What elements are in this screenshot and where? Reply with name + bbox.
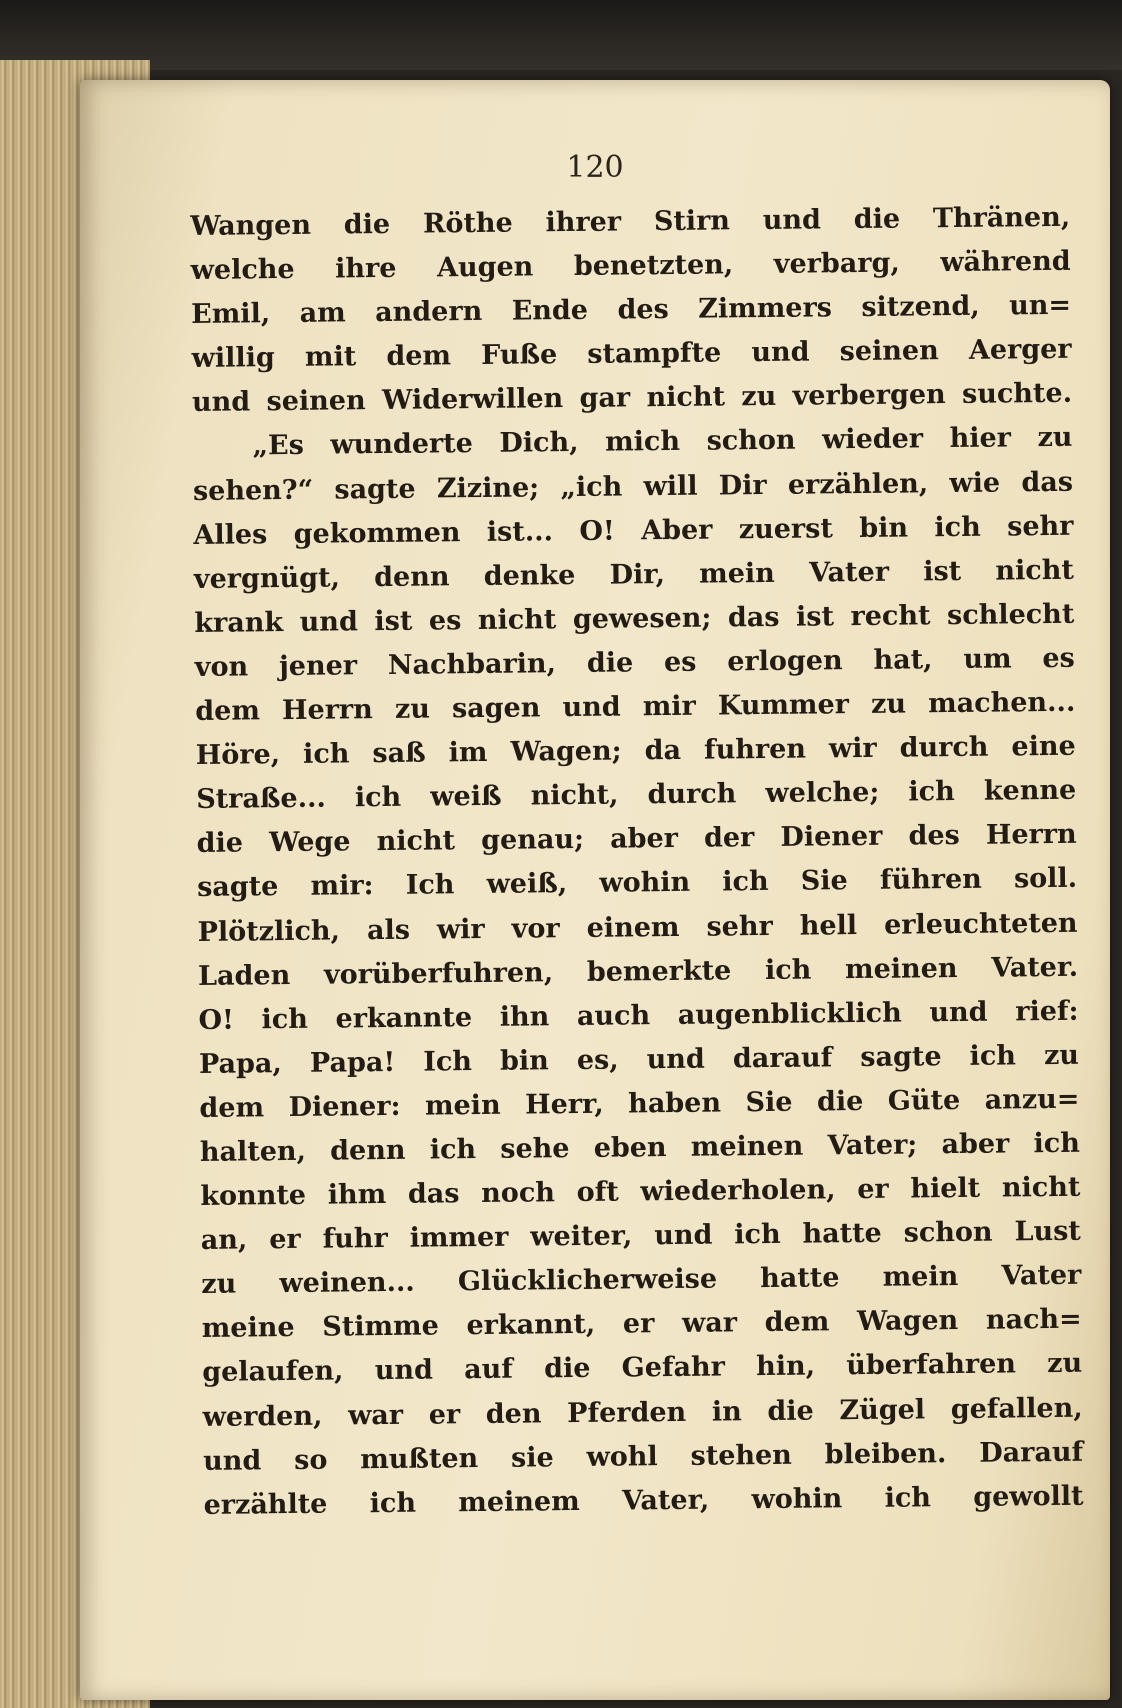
text-line: an, er fuhr immer weiter, und ich hatte schon Lust <box>200 1215 1081 1257</box>
text-line: meine Stimme erkannt, er war dem Wagen nach= <box>201 1304 1082 1345</box>
text-line: krank und ist es nicht gewesen; das ist recht schlecht <box>194 598 1075 639</box>
text-line: werden, war er den Pferden in die Zügel gefallen, <box>202 1392 1083 1433</box>
text-line: die Wege nicht genau; aber der Diener des Herrn <box>196 819 1077 860</box>
text-line: zu weinen... Glücklicherweise hatte mein Vater <box>201 1259 1082 1301</box>
text-line: Emil, am andern Ende des Zimmers sitzend, un= <box>190 289 1072 331</box>
text-line: Papa, Papa! Ich bin es, und darauf sagte ich zu <box>198 1039 1080 1080</box>
text-line: gelaufen, und auf die Gefahr hin, überfahren zu <box>202 1348 1083 1389</box>
text-line: Alles gekommen ist... O! Aber zuerst bin ich sehr <box>193 510 1074 551</box>
text-line: halten, denn ich sehe eben meinen Vater; aber ich <box>199 1127 1081 1168</box>
text-line: sehen?“ sagte Zizine; „ich will Dir erzählen, wie das <box>192 466 1074 507</box>
text-line: von jener Nachbarin, die es erlogen hat, um es <box>194 642 1075 683</box>
text-line: welche ihre Augen benetzten, verbarg, während <box>190 245 1071 287</box>
text-line: dem Herrn zu sagen und mir Kummer zu machen... <box>195 686 1076 728</box>
text-line: Höre, ich saß im Wagen; da fuhren wir durch eine <box>195 730 1076 772</box>
body-text <box>190 196 1084 1528</box>
text-line: Laden vorüberfuhren, bemerkte ich meinen Vater. <box>197 951 1079 992</box>
text-line: willig mit dem Fuße stampfte und seinen Aerger <box>191 334 1072 375</box>
text-line: und so mußten sie wohl stehen bleiben. Darauf <box>202 1436 1084 1477</box>
text-line: dem Diener: mein Herr, haben Sie die Güte anzu= <box>199 1083 1080 1124</box>
text-line: O! ich erkannte ihn auch augenblicklich und rief: <box>198 995 1079 1036</box>
text-line: sagte mir: Ich weiß, wohin ich Sie führen soll. <box>196 863 1078 904</box>
text-line: „Es wunderte Dich, mich schon wieder hier zu <box>252 422 1073 462</box>
text-line: und seinen Widerwillen gar nicht zu verbergen suchte. <box>191 378 1073 419</box>
page-number: 120 <box>566 150 624 185</box>
text-line: erzählte ich meinem Vater, wohin ich gewollt <box>203 1480 1084 1521</box>
text-line: Plötzlich, als wir vor einem sehr hell erleuchteten <box>197 907 1078 948</box>
background-binding <box>0 0 1122 70</box>
text-line: konnte ihm das noch oft wiederholen, er hielt nicht <box>200 1171 1081 1213</box>
text-line: vergnügt, denn denke Dir, mein Vater ist nicht <box>193 554 1075 595</box>
text-line: Straße... ich weiß nicht, durch welche; ich kenne <box>196 774 1077 816</box>
text-line: Wangen die Röthe ihrer Stirn und die Thränen, <box>190 201 1071 242</box>
